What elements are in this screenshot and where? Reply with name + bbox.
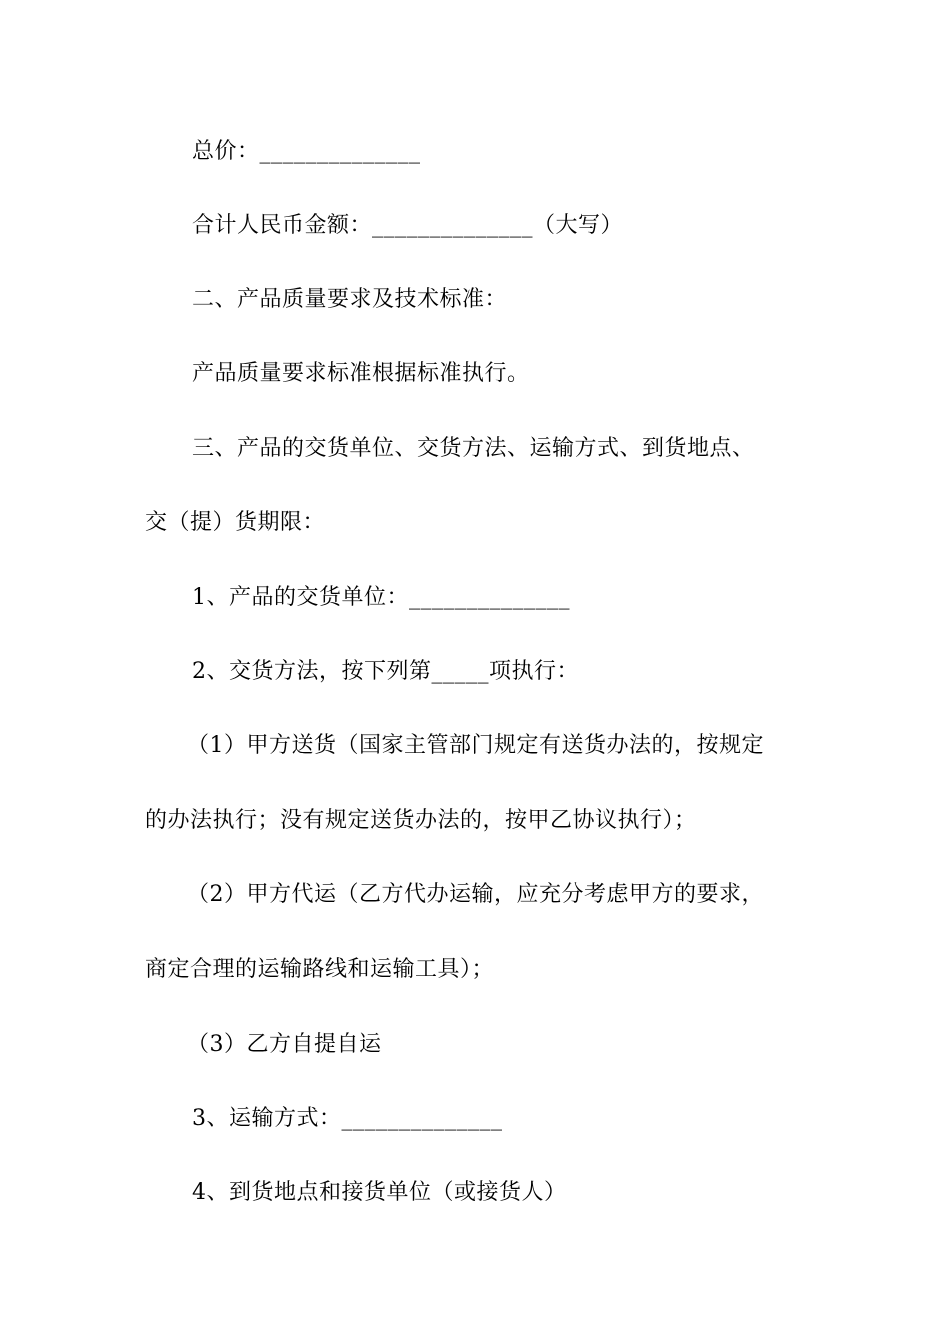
item-4-destination: 4、到货地点和接货单位（或接货人）: [192, 1180, 567, 1205]
option-1-line-1: （1）甲方送货（国家主管部门规定有送货办法的，按规定: [187, 733, 764, 758]
section-3-heading-line-2: 交（提）货期限：: [145, 510, 326, 535]
section-2-heading: 二、产品质量要求及技术标准：: [192, 287, 508, 312]
item-3-transport-method: 3、运输方式：______________: [192, 1106, 503, 1131]
item-1-delivery-unit: 1、产品的交货单位：______________: [192, 585, 570, 610]
quality-standard-paragraph: 产品质量要求标准根据标准执行。: [192, 361, 530, 386]
option-2-line-1: （2）甲方代运（乙方代办运输，应充分考虑甲方的要求，: [187, 882, 764, 907]
total-rmb-amount-line: 合计人民币金额：______________（大写）: [192, 213, 624, 238]
item-2-delivery-method: 2、交货方法，按下列第_____项执行：: [192, 659, 579, 684]
total-price-line: 总价：______________: [192, 139, 421, 164]
option-3-line: （3）乙方自提自运: [187, 1032, 382, 1057]
option-2-line-2: 商定合理的运输路线和运输工具）；: [145, 957, 495, 982]
option-1-line-2: 的办法执行；没有规定送货办法的，按甲乙协议执行）；: [145, 808, 697, 833]
section-3-heading-line-1: 三、产品的交货单位、交货方法、运输方式、到货地点、: [192, 436, 755, 461]
